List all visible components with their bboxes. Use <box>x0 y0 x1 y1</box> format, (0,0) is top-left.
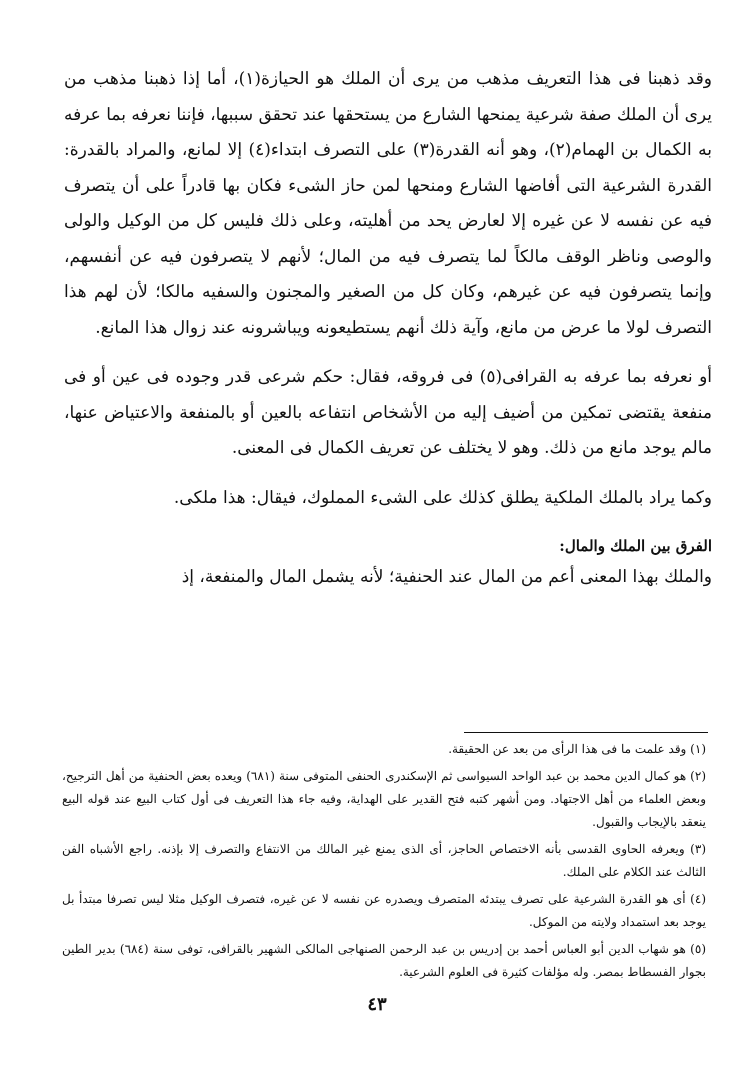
paragraph-3: وكما يراد بالملك الملكية يطلق كذلك على الشىء المملوك، فيقال: هذا ملكى. <box>173 487 712 508</box>
page-number: ٤٣ <box>367 994 387 1015</box>
footnote-2: (٢) هو كمال الدين محمد بن عبد الواحد السيواسى ثم الإسكندرى الحنفى المتوفى سنة (٦٨١) ويعده بعض الحنفية من أهل الترجيح، وبعض العلماء من أهل الاجتهاد. ومن أشهر كتبه فتح القدير على الهداية، وفيه جاء هذا التعريف فى أول كتاب البيع عند قوله البيع ينعقد بالإيجاب والقبول. <box>62 769 707 829</box>
footnotes <box>62 738 706 988</box>
footnote-5: (٥) هو شهاب الدين أبو العباس أحمد بن إدريس بن عبد الرحمن الصنهاجى المالكى الشهير بالقرافى، توفى سنة (٦٨٤) بدير الطين بجوار الفسطاط بمصر. وله مؤلفات كثيرة فى العلوم الشرعية. <box>62 942 706 979</box>
footnote-4: (٤) أى هو القدرة الشرعية على تصرف يبتدئه المتصرف ويصدره عن نفسه لا عن غيره، فتصرف الوكيل مثلا ليس تصرفا مبتدأ بل يوجد بعد استمداد ولايته من الموكل. <box>62 892 706 929</box>
footnote-1: (١) وقد علمت ما فى هذا الرأى من بعد عن الحقيقة. <box>448 742 706 756</box>
paragraph-4: والملك بهذا المعنى أعم من المال عند الحنفية؛ لأنه يشمل المال والمنفعة، إذ <box>181 567 712 587</box>
footnote-3: (٣) ويعرفه الحاوى القدسى بأنه الاختصاص الحاجز، أى الذى يمنع غير المالك من الانتفاع والتصرف إلا بإذنه. راجع الأشباه الفن الثالث عند الكلام على الملك. <box>62 842 706 879</box>
paragraph-1: وقد ذهبنا فى هذا التعريف مذهب من يرى أن الملك هو الحيازة(١)، أما إذا ذهبنا مذهب من يرى أن الملك صفة شرعية يمنحها الشارع من يستحقها عند تحقق سببها، فإننا نعرفه بما عرفه به الكمال بن الهمام(٢)، وهو أنه القدرة(٣) على التصرف ابتداء(٤) إلا لمانع، والمراد بالقدرة: القدرة الشرعية التى أفاضها الشارع ومنحها لمن حاز الشىء فكان بها قادراً على أن يتصرف فيه عن نفسه لا عن غيره إلا لعارض يحد من أهليته، وعلى ذلك فليس كل من الوكيل والولى والوصى وناظر الوقف مالكاً لما يتصرف فيه من المال؛ لأنهم لا يتصرفون فيه عن أنفسهم، وإنما يتصرفون فيه عن غيرهم، وكان كل من الصغير والمجنون والسفيه مالكا؛ لأن لهم هذا التصرف لولا ما عرض من مانع، وآية ذلك أنهم يستطيعونه ويباشرونه عند زوال هذا المانع. <box>64 69 712 338</box>
section-heading: الفرق بين الملك والمال: <box>559 537 712 555</box>
main-text <box>64 62 712 596</box>
paragraph-2: أو نعرفه بما عرفه به القرافى(٥) فى فروقه، فقال: حكم شرعى قدر وجوده فى عين أو فى منفعة يقتضى تمكين من أضيف إليه من الأشخاص انتفاعه بالعين أو بالمنفعة والاعتياض عنها، مالم يوجد مانع من ذلك. وهو لا يختلف عن تعريف الكمال فى المعنى. <box>64 367 713 458</box>
footnote-divider <box>464 732 708 733</box>
